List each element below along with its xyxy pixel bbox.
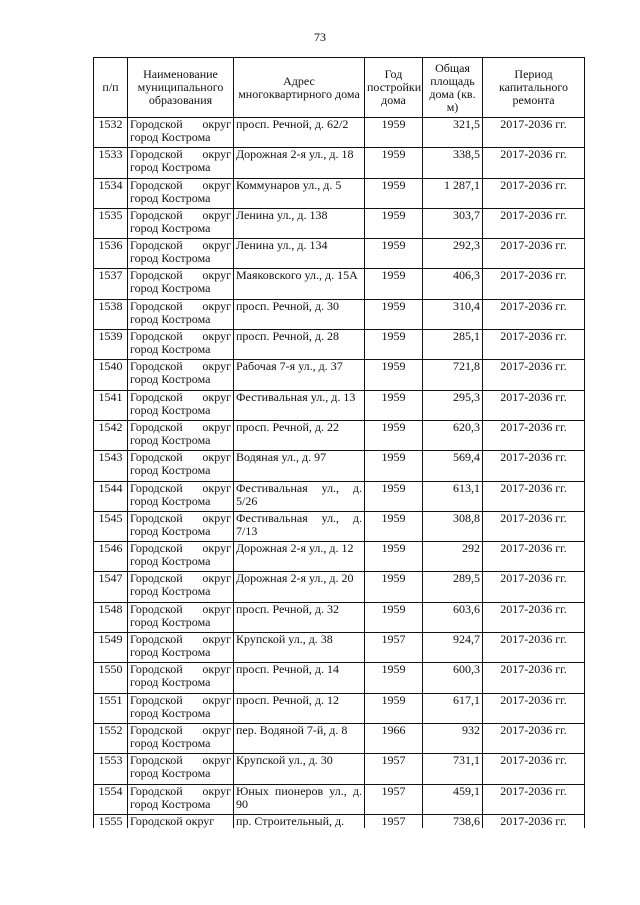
row-address: Фестивальная ул., д. 13 [234, 390, 365, 420]
row-num: 1552 [94, 723, 128, 753]
row-area: 308,8 [423, 511, 483, 541]
row-address: Коммунаров ул., д. 5 [234, 178, 365, 208]
row-area: 292 [423, 542, 483, 572]
row-area: 613,1 [423, 481, 483, 511]
row-address: Ленина ул., д. 134 [234, 239, 365, 269]
row-period: 2017-2036 гг. [483, 602, 585, 632]
row-num: 1551 [94, 693, 128, 723]
row-num: 1545 [94, 511, 128, 541]
row-area: 731,1 [423, 754, 483, 784]
table-row [94, 511, 585, 541]
row-address: просп. Речной, д. 32 [234, 602, 365, 632]
row-address: Фестивальная ул., д. 7/13 [234, 511, 365, 541]
row-address: пр. Строительный, д. [234, 814, 365, 828]
table-row [94, 118, 585, 148]
row-address: Дорожная 2-я ул., д. 12 [234, 542, 365, 572]
row-period: 2017-2036 гг. [483, 330, 585, 360]
row-period: 2017-2036 гг. [483, 663, 585, 693]
row-municipality: Городской округ город Кострома [128, 178, 234, 208]
row-year: 1959 [365, 178, 423, 208]
row-address: Ленина ул., д. 138 [234, 208, 365, 238]
row-year: 1959 [365, 299, 423, 329]
row-municipality: Городской округ город Кострома [128, 633, 234, 663]
row-period: 2017-2036 гг. [483, 451, 585, 481]
row-area: 617,1 [423, 693, 483, 723]
row-num: 1534 [94, 178, 128, 208]
row-area: 459,1 [423, 784, 483, 814]
row-municipality: Городской округ город Кострома [128, 330, 234, 360]
row-num: 1543 [94, 451, 128, 481]
row-year: 1957 [365, 754, 423, 784]
row-year: 1959 [365, 663, 423, 693]
row-num: 1554 [94, 784, 128, 814]
row-area: 932 [423, 723, 483, 753]
row-year: 1957 [365, 784, 423, 814]
table-row [94, 633, 585, 663]
row-period: 2017-2036 гг. [483, 814, 585, 828]
row-address: просп. Речной, д. 62/2 [234, 118, 365, 148]
row-municipality: Городской округ город Кострома [128, 299, 234, 329]
row-address: Крупской ул., д. 38 [234, 633, 365, 663]
row-year: 1959 [365, 693, 423, 723]
header-num: п/п [94, 58, 128, 118]
row-municipality: Городской округ город Кострома [128, 602, 234, 632]
row-address: пер. Водяной 7-й, д. 8 [234, 723, 365, 753]
row-year: 1959 [365, 572, 423, 602]
row-period: 2017-2036 гг. [483, 178, 585, 208]
table-row [94, 148, 585, 178]
table-row [94, 239, 585, 269]
row-num: 1540 [94, 360, 128, 390]
row-address: просп. Речной, д. 30 [234, 299, 365, 329]
row-area: 1 287,1 [423, 178, 483, 208]
row-period: 2017-2036 гг. [483, 511, 585, 541]
row-area: 292,3 [423, 239, 483, 269]
row-area: 295,3 [423, 390, 483, 420]
row-year: 1966 [365, 723, 423, 753]
row-area: 406,3 [423, 269, 483, 299]
table-row [94, 208, 585, 238]
header-area: Общая площадь дома (кв. м) [423, 58, 483, 118]
row-municipality: Городской округ город Кострома [128, 118, 234, 148]
table-row [94, 663, 585, 693]
row-municipality: Городской округ город Кострома [128, 269, 234, 299]
row-address: Рабочая 7-я ул., д. 37 [234, 360, 365, 390]
table-row [94, 420, 585, 450]
row-area: 289,5 [423, 572, 483, 602]
row-area: 338,5 [423, 148, 483, 178]
table-row [94, 723, 585, 753]
row-period: 2017-2036 гг. [483, 542, 585, 572]
row-area: 924,7 [423, 633, 483, 663]
table-row [94, 602, 585, 632]
row-area: 721,8 [423, 360, 483, 390]
row-year: 1959 [365, 148, 423, 178]
row-num: 1541 [94, 390, 128, 420]
row-period: 2017-2036 гг. [483, 118, 585, 148]
row-period: 2017-2036 гг. [483, 723, 585, 753]
table-row [94, 269, 585, 299]
table-row [94, 178, 585, 208]
row-area: 620,3 [423, 420, 483, 450]
row-area: 321,5 [423, 118, 483, 148]
table-row [94, 330, 585, 360]
table-row [94, 481, 585, 511]
row-period: 2017-2036 гг. [483, 693, 585, 723]
row-year: 1959 [365, 118, 423, 148]
row-num: 1546 [94, 542, 128, 572]
row-period: 2017-2036 гг. [483, 299, 585, 329]
row-period: 2017-2036 гг. [483, 784, 585, 814]
row-num: 1553 [94, 754, 128, 784]
row-period: 2017-2036 гг. [483, 420, 585, 450]
row-area: 603,6 [423, 602, 483, 632]
row-area: 310,4 [423, 299, 483, 329]
row-area: 738,6 [423, 814, 483, 828]
row-period: 2017-2036 гг. [483, 572, 585, 602]
row-num: 1539 [94, 330, 128, 360]
row-address: Дорожная 2-я ул., д. 18 [234, 148, 365, 178]
row-municipality: Городской округ город Кострома [128, 360, 234, 390]
row-area: 285,1 [423, 330, 483, 360]
row-municipality: Городской округ город Кострома [128, 542, 234, 572]
row-address: Юных пионеров ул., д. 90 [234, 784, 365, 814]
row-municipality: Городской округ город Кострома [128, 390, 234, 420]
row-num: 1533 [94, 148, 128, 178]
row-num: 1536 [94, 239, 128, 269]
row-municipality: Городской округ город Кострома [128, 148, 234, 178]
table-row [94, 451, 585, 481]
row-year: 1959 [365, 330, 423, 360]
header-municipality: Наименование муниципального образования [128, 58, 234, 118]
row-address: просп. Речной, д. 28 [234, 330, 365, 360]
row-year: 1959 [365, 390, 423, 420]
row-num: 1549 [94, 633, 128, 663]
row-period: 2017-2036 гг. [483, 360, 585, 390]
row-municipality: Городской округ город Кострома [128, 754, 234, 784]
row-address: Крупской ул., д. 30 [234, 754, 365, 784]
table-row [94, 693, 585, 723]
row-num: 1547 [94, 572, 128, 602]
row-address: Фестивальная ул., д. 5/26 [234, 481, 365, 511]
row-year: 1959 [365, 360, 423, 390]
row-year: 1959 [365, 269, 423, 299]
row-year: 1957 [365, 633, 423, 663]
row-year: 1959 [365, 208, 423, 238]
row-num: 1535 [94, 208, 128, 238]
row-municipality: Городской округ город Кострома [128, 451, 234, 481]
row-municipality: Городской округ город Кострома [128, 572, 234, 602]
row-area: 600,3 [423, 663, 483, 693]
row-municipality: Городской округ город Кострома [128, 663, 234, 693]
row-area: 569,4 [423, 451, 483, 481]
row-num: 1538 [94, 299, 128, 329]
table-row [94, 814, 585, 828]
table-row [94, 572, 585, 602]
row-year: 1959 [365, 239, 423, 269]
row-year: 1959 [365, 542, 423, 572]
table-row [94, 299, 585, 329]
row-address: Дорожная 2-я ул., д. 20 [234, 572, 365, 602]
row-municipality: Городской округ [128, 814, 234, 828]
row-address: просп. Речной, д. 12 [234, 693, 365, 723]
table-row [94, 754, 585, 784]
row-period: 2017-2036 гг. [483, 208, 585, 238]
row-year: 1959 [365, 511, 423, 541]
row-municipality: Городской округ город Кострома [128, 723, 234, 753]
row-municipality: Городской округ город Кострома [128, 208, 234, 238]
row-area: 303,7 [423, 208, 483, 238]
row-address: Маяковского ул., д. 15А [234, 269, 365, 299]
header-address: Адрес многоквартирного дома [234, 58, 365, 118]
row-municipality: Городской округ город Кострома [128, 420, 234, 450]
row-period: 2017-2036 гг. [483, 754, 585, 784]
row-year: 1959 [365, 420, 423, 450]
row-num: 1532 [94, 118, 128, 148]
header-period: Период капитального ремонта [483, 58, 585, 118]
row-period: 2017-2036 гг. [483, 148, 585, 178]
row-num: 1548 [94, 602, 128, 632]
row-year: 1959 [365, 451, 423, 481]
table-row [94, 542, 585, 572]
row-municipality: Городской округ город Кострома [128, 481, 234, 511]
row-municipality: Городской округ город Кострома [128, 511, 234, 541]
row-num: 1537 [94, 269, 128, 299]
table-header-row [94, 58, 585, 118]
row-period: 2017-2036 гг. [483, 269, 585, 299]
row-year: 1957 [365, 814, 423, 828]
row-period: 2017-2036 гг. [483, 239, 585, 269]
table-row [94, 784, 585, 814]
page-number: 73 [314, 30, 326, 44]
row-num: 1550 [94, 663, 128, 693]
row-municipality: Городской округ город Кострома [128, 784, 234, 814]
row-municipality: Городской округ город Кострома [128, 693, 234, 723]
row-municipality: Городской округ город Кострома [128, 239, 234, 269]
row-num: 1544 [94, 481, 128, 511]
row-num: 1542 [94, 420, 128, 450]
table-row [94, 360, 585, 390]
row-address: Водяная ул., д. 97 [234, 451, 365, 481]
row-address: просп. Речной, д. 14 [234, 663, 365, 693]
row-year: 1959 [365, 481, 423, 511]
row-period: 2017-2036 гг. [483, 633, 585, 663]
row-period: 2017-2036 гг. [483, 481, 585, 511]
row-year: 1959 [365, 602, 423, 632]
row-num: 1555 [94, 814, 128, 828]
table-row [94, 390, 585, 420]
housing-registry-table [93, 57, 585, 828]
header-year: Год постройки дома [365, 58, 423, 118]
row-address: просп. Речной, д. 22 [234, 420, 365, 450]
row-period: 2017-2036 гг. [483, 390, 585, 420]
